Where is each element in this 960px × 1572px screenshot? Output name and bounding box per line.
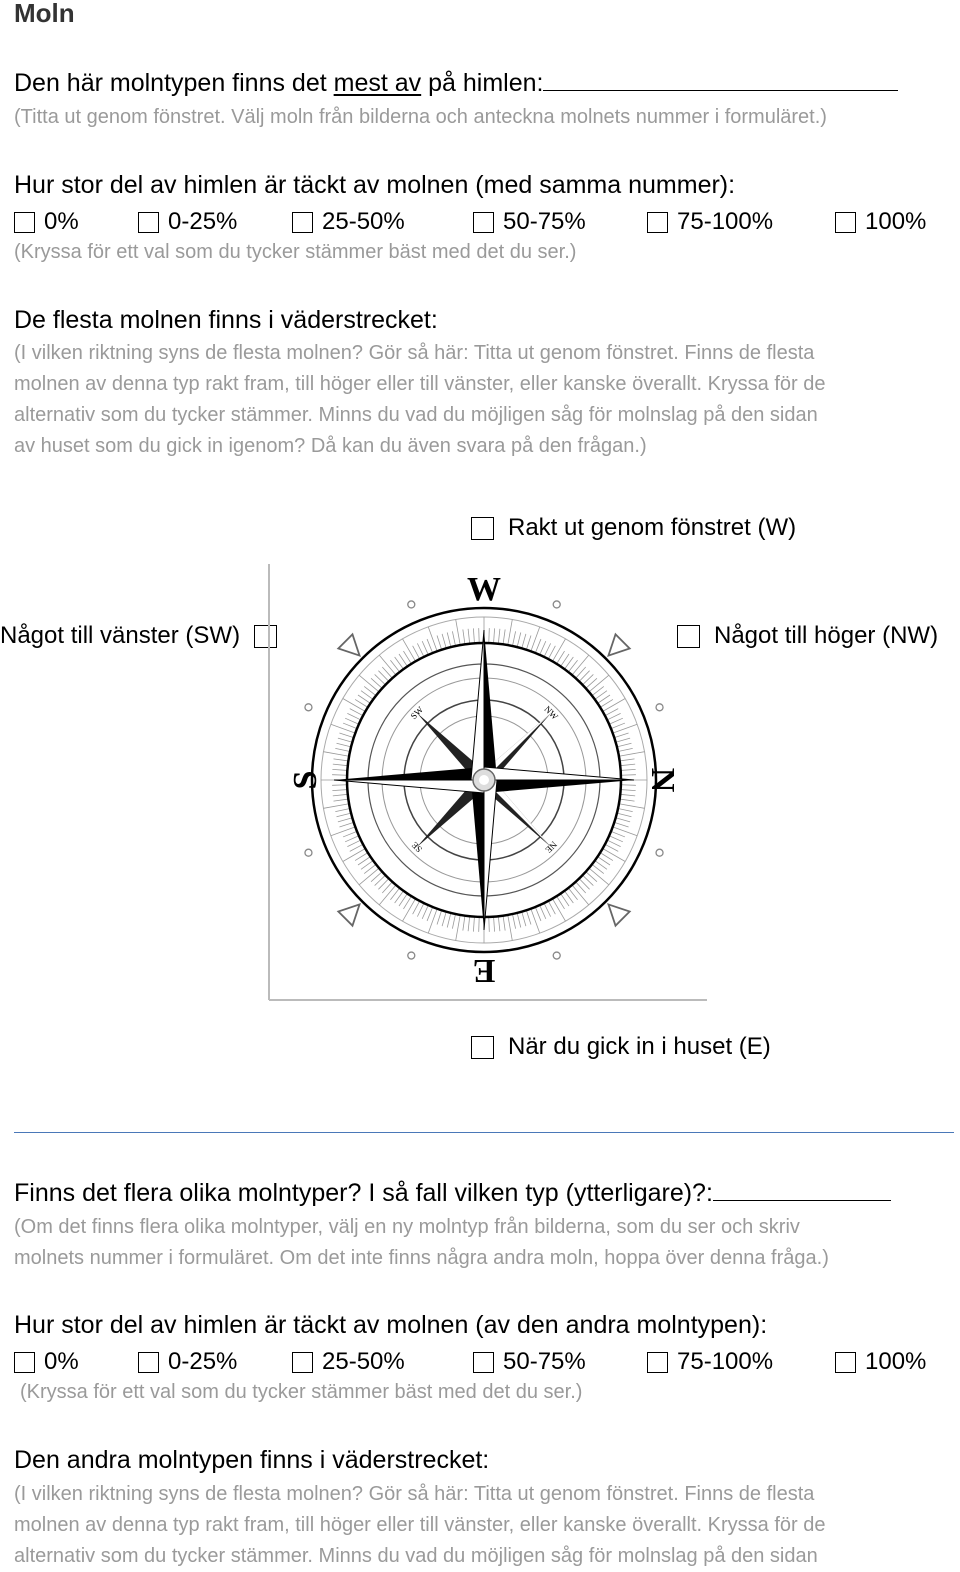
compass-label-se: NE xyxy=(543,839,559,855)
checkbox[interactable] xyxy=(835,212,856,233)
checkbox[interactable] xyxy=(835,1352,856,1373)
direction-left-option[interactable]: Något till vänster (SW) xyxy=(0,622,277,650)
q5-hint: (Kryssa för ett val som du tycker stämmer bäst med det du ser.) xyxy=(20,1381,583,1403)
checkbox[interactable] xyxy=(647,1352,668,1373)
compass-label-top: W xyxy=(467,571,501,608)
q5-option-3[interactable]: 50-75% xyxy=(473,1348,586,1376)
q1-question xyxy=(14,68,898,98)
q2-option-0[interactable]: 0% xyxy=(14,208,79,236)
checkbox[interactable] xyxy=(14,212,35,233)
checkbox[interactable] xyxy=(138,212,159,233)
q5-question: Hur stor del av himlen är täckt av molnen (av den andra molntypen): xyxy=(14,1311,768,1339)
q1-hint: (Titta ut genom fönstret. Välj moln från bilderna och anteckna molnets nummer i formuläret.) xyxy=(14,106,827,128)
q2-option-5[interactable]: 100% xyxy=(835,208,926,236)
q2-option-2[interactable]: 25-50% xyxy=(292,208,405,236)
direction-back-option[interactable]: När du gick in i huset (E) xyxy=(471,1033,771,1061)
q1-label-start: Den här molntypen finns det xyxy=(14,69,334,97)
q1-answer-line[interactable] xyxy=(543,68,898,91)
compass-label-ne: NW xyxy=(542,703,561,722)
checkbox[interactable] xyxy=(473,1352,494,1373)
q2-option-3[interactable]: 50-75% xyxy=(473,208,586,236)
compass-label-sw: SE xyxy=(409,839,425,855)
checkbox[interactable] xyxy=(473,212,494,233)
q2-option-4[interactable]: 75-100% xyxy=(647,208,773,236)
q5-option-1[interactable]: 0-25% xyxy=(138,1348,237,1376)
compass-label-nw: SW xyxy=(408,704,426,722)
q5-option-4[interactable]: 75-100% xyxy=(647,1348,773,1376)
direction-front-option[interactable]: Rakt ut genom fönstret (W) xyxy=(471,514,796,542)
compass-label-right: N xyxy=(644,767,681,793)
q6-question: Den andra molntypen finns i väderstrecket: xyxy=(14,1446,490,1474)
checkbox[interactable] xyxy=(292,212,313,233)
checkbox[interactable] xyxy=(647,212,668,233)
section-divider xyxy=(14,1132,954,1133)
compass-label-left: S xyxy=(287,770,324,790)
q5-option-2[interactable]: 25-50% xyxy=(292,1348,405,1376)
checkbox[interactable] xyxy=(471,1036,494,1059)
q6-hint: (I vilken riktning syns de flesta molnen? Gör så här: Titta ut genom fönstret. Finns de flesta molnen av denna typ rakt fram, till höger eller till vänster, eller kanske överallt. Kryssa för de alternativ som du tycker stämmer. Minns du vad du möjligen såg för molnslag på den sidan xyxy=(14,1483,826,1567)
checkbox[interactable] xyxy=(14,1352,35,1373)
q3-hint: (I vilken riktning syns de flesta molnen? Gör så här: Titta ut genom fönstret. Finns de flesta molnen av denna typ rakt fram, till höger eller till vänster, eller kanske överallt. Kryssa för de alternativ som du tycker stämmer. Minns du vad du möjligen såg för molnslag på den sidan av huset som du gick in igenom? Då kan du även svara på den frågan.) xyxy=(14,342,826,457)
q5-option-0[interactable]: 0% xyxy=(14,1348,79,1376)
page-title: Moln xyxy=(14,0,75,28)
q3-question: De flesta molnen finns i väderstrecket: xyxy=(14,306,438,334)
q5-option-5[interactable]: 100% xyxy=(835,1348,926,1376)
checkbox[interactable] xyxy=(292,1352,313,1373)
direction-right-option[interactable]: Något till höger (NW) xyxy=(677,622,938,650)
q1-label-end: på himlen: xyxy=(421,69,544,97)
q2-option-1[interactable]: 0-25% xyxy=(138,208,237,236)
q4-answer-line[interactable] xyxy=(713,1178,891,1201)
q4-question: Finns det flera olika molntyper? I så fall vilken typ (ytterligare)?: xyxy=(14,1178,891,1208)
q2-hint: (Kryssa för ett val som du tycker stämmer bäst med det du ser.) xyxy=(14,241,577,263)
compass-label-bottom: E xyxy=(472,952,496,989)
compass-rose-image xyxy=(260,560,715,1005)
checkbox[interactable] xyxy=(471,517,494,540)
q2-question: Hur stor del av himlen är täckt av molnen (med samma nummer): xyxy=(14,171,736,199)
q4-hint: (Om det finns flera olika molntyper, välj en ny molntyp från bilderna, som du ser och skriv molnets nummer i formuläret. Om det inte finns några andra moln, hoppa över denna fråga.) xyxy=(14,1216,829,1269)
q1-label-emphasis: mest av xyxy=(333,69,422,97)
checkbox[interactable] xyxy=(138,1352,159,1373)
